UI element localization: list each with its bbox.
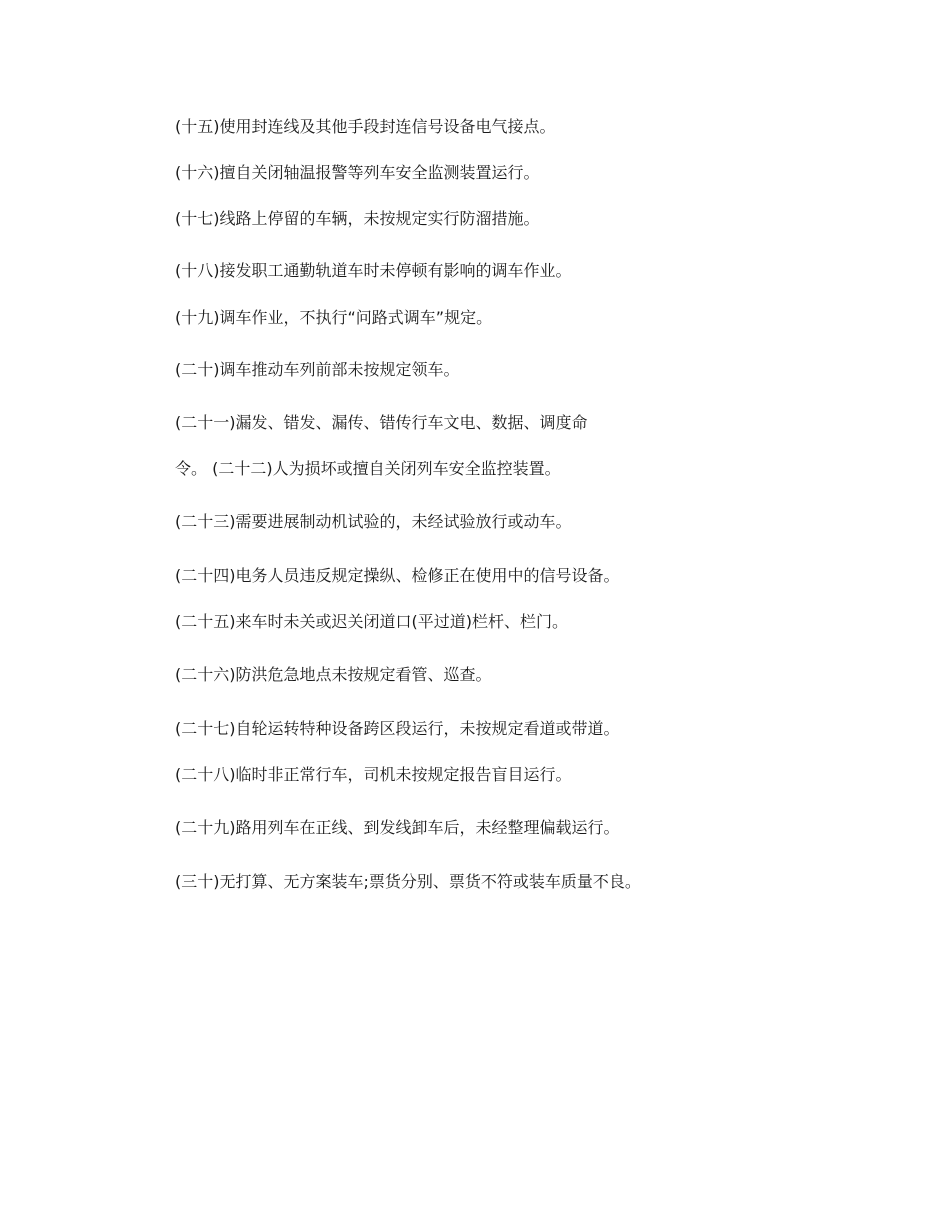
paragraph-line: (二十九)路用列车在正线、到发线卸车后，未经整理偏载运行。: [175, 818, 620, 837]
paragraph-line: (十七)线路上停留的车辆，未按规定实行防溜措施。: [175, 209, 540, 228]
paragraph-line: 令。 (二十二)人为损坏或擅自关闭列车安全监控装置。: [175, 459, 561, 478]
paragraph-line: (二十三)需要进展制动机试验的，未经试验放行或动车。: [175, 512, 572, 531]
paragraph-line: (十九)调车作业，不执行“问路式调车”规定。: [175, 308, 493, 327]
paragraph-line: (二十四)电务人员违反规定操纵、检修正在使用中的信号设备。: [175, 566, 620, 585]
paragraph-line: (十六)擅自关闭轴温报警等列车安全监测装置运行。: [175, 163, 540, 182]
paragraph-line: (三十)无打算、无方案装车;票货分别、票货不符或装车质量不良。: [175, 872, 641, 891]
paragraph-line: (二十)调车推动车列前部未按规定领车。: [175, 360, 460, 379]
paragraph-line: (十五)使用封连线及其他手段封连信号设备电气接点。: [175, 117, 556, 136]
paragraph-line: (二十六)防洪危急地点未按规定看管、巡查。: [175, 665, 492, 684]
paragraph-line: (二十一)漏发、错发、漏传、错传行车文电、数据、调度命: [175, 413, 588, 432]
paragraph-line: (二十八)临时非正常行车，司机未按规定报告盲目运行。: [175, 765, 572, 784]
paragraph-line: (二十五)来车时未关或迟关闭道口(平过道)栏杆、栏门。: [175, 612, 568, 631]
paragraph-line: (二十七)自轮运转特种设备跨区段运行，未按规定看道或带道。: [175, 719, 620, 738]
paragraph-line: (十八)接发职工通勤轨道车时未停顿有影响的调车作业。: [175, 261, 572, 280]
